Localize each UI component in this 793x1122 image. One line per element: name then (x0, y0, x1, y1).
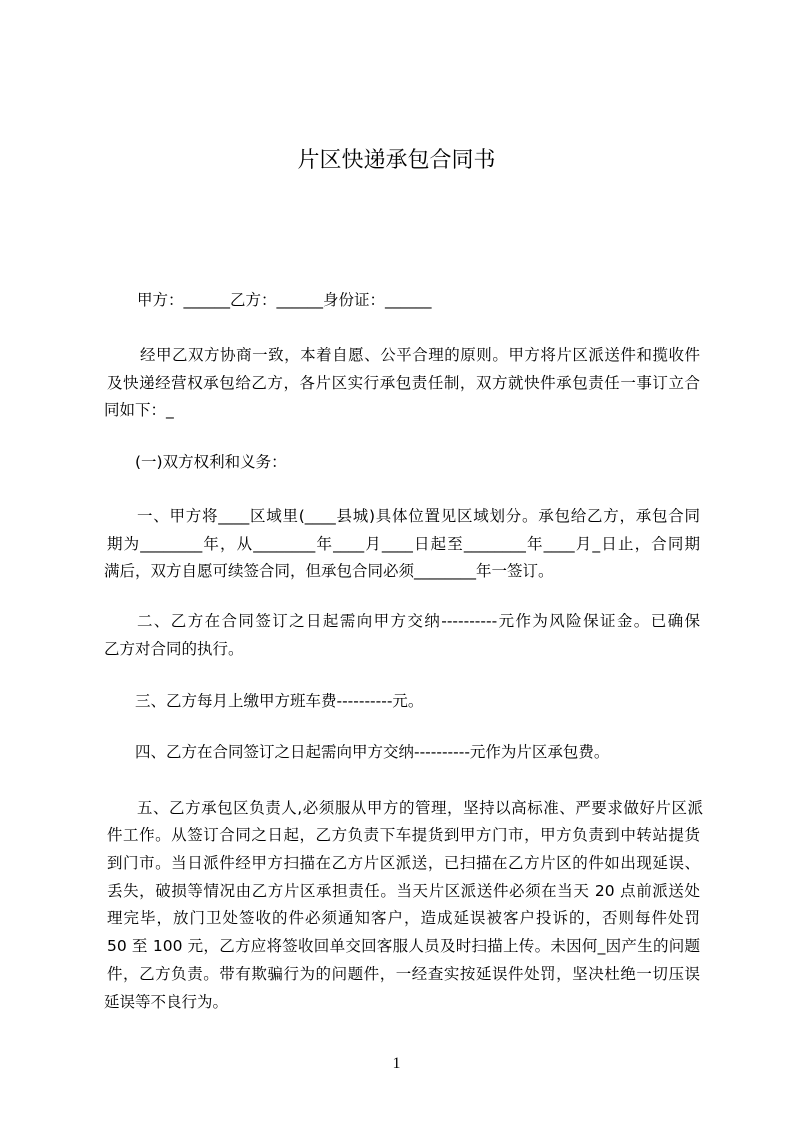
clause-3-line: 三、乙方每月上缴甲方班车费----------元。 (135, 692, 424, 710)
clause-1-line: 满后，双方自愿可续签合同，但承包合同必须________年一签订。 (104, 562, 554, 580)
clause-5-line: 五、乙方承包区负责人,必须服从甲方的管理，坚持以高标准、严要求做好片区派 (137, 799, 703, 817)
clause-4-line: 四、乙方在合同签订之日起需向甲方交纳----------元作为片区承包费。 (135, 743, 610, 761)
clause-2-line: 二、乙方在合同签订之日起需向甲方交纳----------元作为风险保证金。已确保 (137, 612, 700, 630)
clause-1-line: 期为________年，从________年____月____日起至________年____月_日止，合同期 (107, 535, 700, 553)
parties-line: 甲方：______乙方：______身份证：______ (137, 291, 432, 309)
section-heading: (一)双方权利和义务： (135, 453, 287, 471)
clause-5-line: 件工作。从签订合同之日起，乙方负责下车提货到甲方门市，甲方负责到中转站提货 (107, 826, 700, 844)
intro-line: 及快递经营权承包给乙方，各片区实行承包责任制，双方就快件承包责任一事订立合 (107, 374, 700, 392)
clause-5-line: 到门市。当日派件经甲方扫描在乙方片区派送，已扫描在乙方片区的件如出现延误、 (107, 854, 700, 872)
clause-5-line: 件，乙方负责。带有欺骗行为的问题件，一经查实按延误件处罚，坚决杜绝一切压误 (107, 965, 700, 983)
clause-5-line: 延误等不良行为。 (104, 993, 229, 1011)
clause-1-line: 一、甲方将____区域里(____县城)具体位置见区域划分。承包给乙方，承包合同 (137, 507, 700, 525)
clause-5-line: 丢失，破损等情况由乙方片区承担责任。当天片区派送件必须在当天 20 点前派送处 (107, 882, 700, 900)
page-number: 1 (392, 1055, 401, 1072)
clause-2-line: 乙方对合同的执行。 (104, 640, 244, 658)
document-title: 片区快递承包合同书 (297, 148, 496, 173)
intro-line: 经甲乙双方协商一致，本着自愿、公平合理的原则。甲方将片区派送件和揽收件 (140, 346, 700, 364)
clause-5-line: 50 至 100 元，乙方应将签收回单交回客服人员及时扫描上传。未因何_因产生的问题 (107, 937, 700, 955)
clause-5-line: 理完毕，放门卫处签收的件必须通知客户，造成延误被客户投诉的，否则每件处罚 (107, 909, 700, 927)
intro-line: 同如下：_ (104, 401, 174, 419)
